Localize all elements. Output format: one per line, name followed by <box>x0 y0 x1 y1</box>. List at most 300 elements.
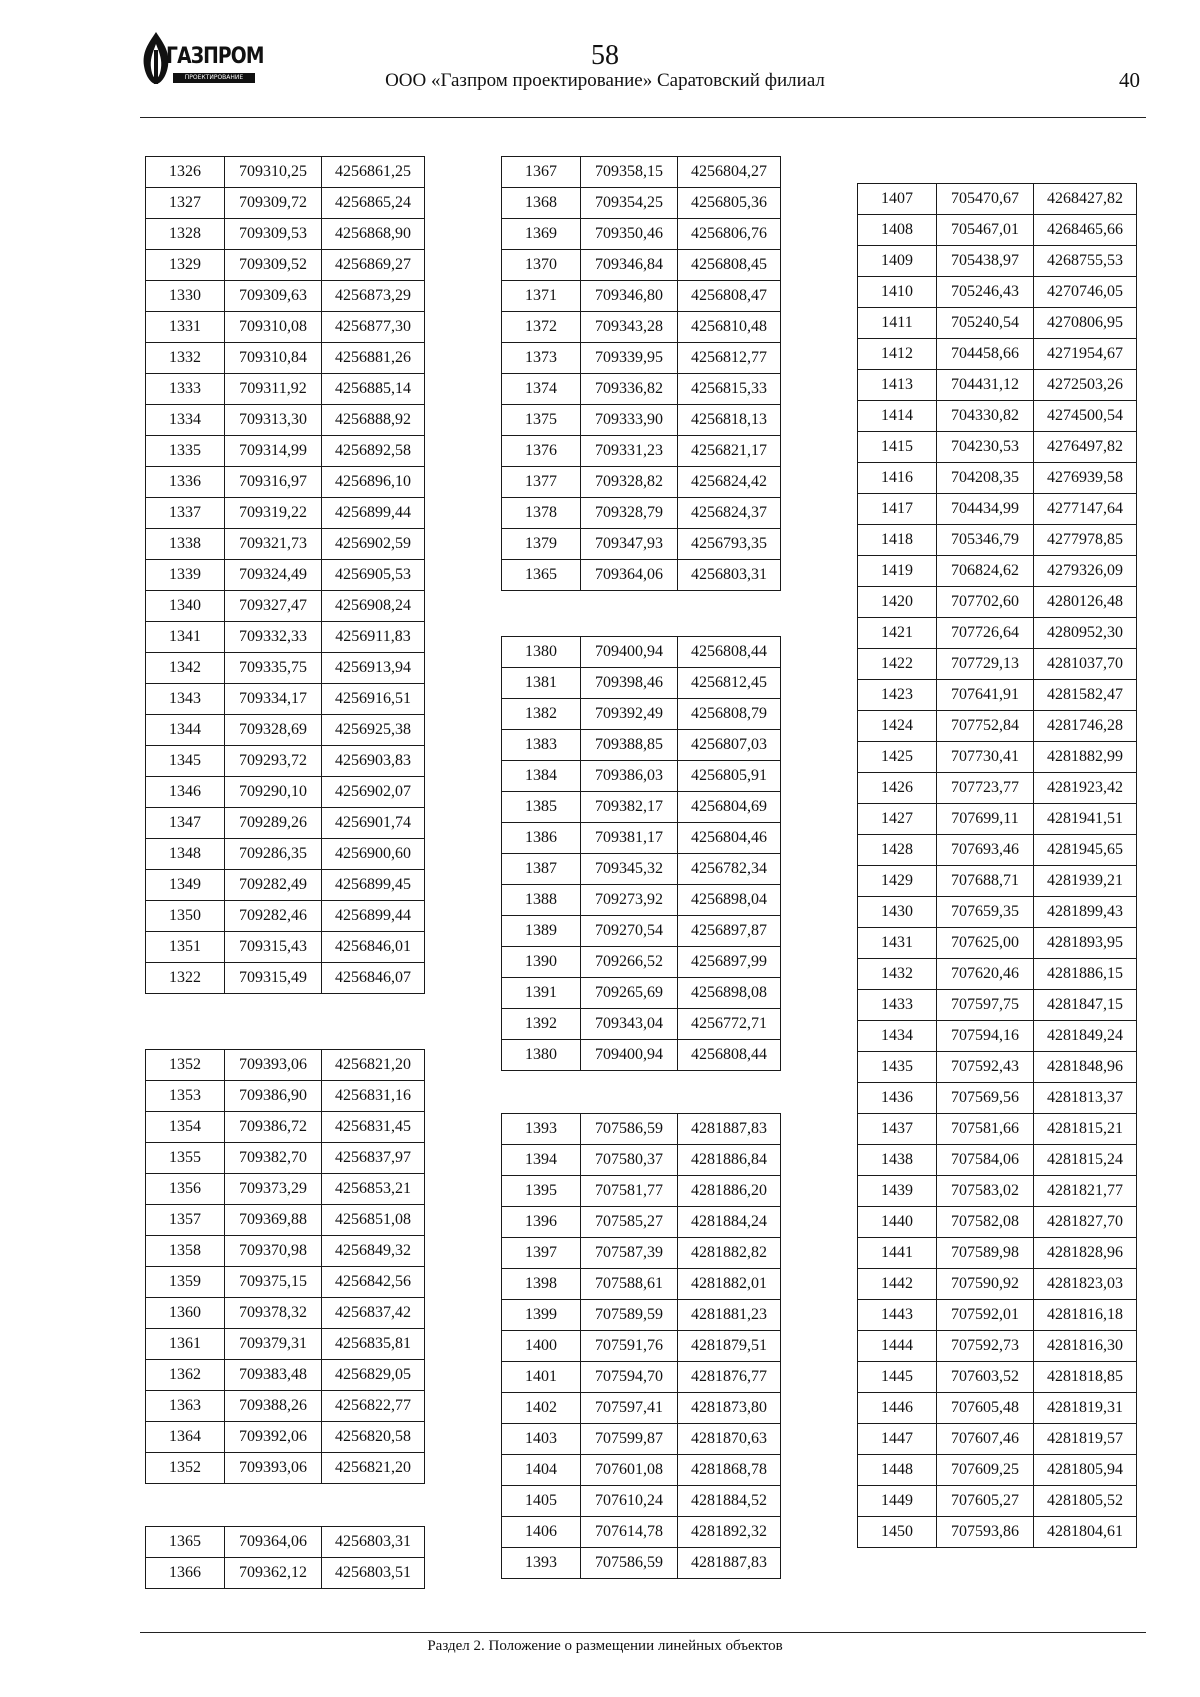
y-coordinate-cell: 4281941,51 <box>1034 804 1137 835</box>
y-coordinate-cell: 4256812,45 <box>678 668 781 699</box>
point-number-cell: 1375 <box>502 405 581 436</box>
x-coordinate-cell: 709383,48 <box>225 1360 322 1391</box>
y-coordinate-cell: 4281847,15 <box>1034 990 1137 1021</box>
x-coordinate-cell: 707693,46 <box>937 835 1034 866</box>
point-number-cell: 1432 <box>858 959 937 990</box>
x-coordinate-cell: 709393,06 <box>225 1453 322 1484</box>
y-coordinate-cell: 4256885,14 <box>322 374 425 405</box>
table-row <box>858 649 1137 680</box>
table-row <box>502 188 781 219</box>
table-row <box>502 947 781 978</box>
point-number-cell: 1365 <box>146 1527 225 1558</box>
x-coordinate-cell: 709343,28 <box>581 312 678 343</box>
organization-title: ООО «Газпром проектирование» Саратовский филиал <box>385 70 825 91</box>
table-row <box>858 928 1137 959</box>
table-row <box>502 1393 781 1424</box>
point-number-cell: 1371 <box>502 281 581 312</box>
point-number-cell: 1425 <box>858 742 937 773</box>
y-coordinate-cell: 4256892,58 <box>322 436 425 467</box>
y-coordinate-cell: 4256829,05 <box>322 1360 425 1391</box>
point-number-cell: 1399 <box>502 1300 581 1331</box>
point-number-cell: 1409 <box>858 246 937 277</box>
x-coordinate-cell: 709362,12 <box>225 1558 322 1589</box>
table-row <box>502 250 781 281</box>
table-row <box>502 978 781 1009</box>
point-number-cell: 1330 <box>146 281 225 312</box>
x-coordinate-cell: 709311,92 <box>225 374 322 405</box>
point-number-cell: 1370 <box>502 250 581 281</box>
y-coordinate-cell: 4281821,77 <box>1034 1176 1137 1207</box>
x-coordinate-cell: 709381,17 <box>581 823 678 854</box>
y-coordinate-cell: 4281884,52 <box>678 1486 781 1517</box>
table-row <box>502 761 781 792</box>
table-row <box>858 432 1137 463</box>
point-number-cell: 1381 <box>502 668 581 699</box>
y-coordinate-cell: 4272503,26 <box>1034 370 1137 401</box>
table-row <box>858 1300 1137 1331</box>
x-coordinate-cell: 709328,79 <box>581 498 678 529</box>
table-row <box>146 1329 425 1360</box>
x-coordinate-cell: 707699,11 <box>937 804 1034 835</box>
y-coordinate-cell: 4281876,77 <box>678 1362 781 1393</box>
y-coordinate-cell: 4256861,25 <box>322 157 425 188</box>
table-row <box>858 277 1137 308</box>
table-row <box>502 529 781 560</box>
y-coordinate-cell: 4256821,20 <box>322 1453 425 1484</box>
point-number-cell: 1377 <box>502 467 581 498</box>
y-coordinate-cell: 4256820,58 <box>322 1422 425 1453</box>
x-coordinate-cell: 709400,94 <box>581 637 678 668</box>
table-row <box>146 498 425 529</box>
point-number-cell: 1424 <box>858 711 937 742</box>
x-coordinate-cell: 707605,27 <box>937 1486 1034 1517</box>
table-row <box>502 405 781 436</box>
y-coordinate-cell: 4256899,44 <box>322 498 425 529</box>
y-coordinate-cell: 4256846,07 <box>322 963 425 994</box>
point-number-cell: 1383 <box>502 730 581 761</box>
x-coordinate-cell: 707610,24 <box>581 1486 678 1517</box>
y-coordinate-cell: 4256808,47 <box>678 281 781 312</box>
logo-sub-text: ПРОЕКТИРОВАНИЕ <box>173 73 255 83</box>
y-coordinate-cell: 4281804,61 <box>1034 1517 1137 1548</box>
y-coordinate-cell: 4256913,94 <box>322 653 425 684</box>
x-coordinate-cell: 705246,43 <box>937 277 1034 308</box>
x-coordinate-cell: 707702,60 <box>937 587 1034 618</box>
table-row <box>502 1114 781 1145</box>
table-row <box>502 1145 781 1176</box>
point-number-cell: 1426 <box>858 773 937 804</box>
x-coordinate-cell: 709398,46 <box>581 668 678 699</box>
table-row <box>502 1331 781 1362</box>
point-number-cell: 1335 <box>146 436 225 467</box>
y-coordinate-cell: 4256925,38 <box>322 715 425 746</box>
y-coordinate-cell: 4256851,08 <box>322 1205 425 1236</box>
x-coordinate-cell: 709388,26 <box>225 1391 322 1422</box>
y-coordinate-cell: 4281848,96 <box>1034 1052 1137 1083</box>
point-number-cell: 1333 <box>146 374 225 405</box>
point-number-cell: 1418 <box>858 525 937 556</box>
table-row <box>858 556 1137 587</box>
point-number-cell: 1353 <box>146 1081 225 1112</box>
x-coordinate-cell: 709266,52 <box>581 947 678 978</box>
point-number-cell: 1410 <box>858 277 937 308</box>
y-coordinate-cell: 4281746,28 <box>1034 711 1137 742</box>
y-coordinate-cell: 4256810,48 <box>678 312 781 343</box>
x-coordinate-cell: 709282,49 <box>225 870 322 901</box>
y-coordinate-cell: 4281868,78 <box>678 1455 781 1486</box>
x-coordinate-cell: 707620,46 <box>937 959 1034 990</box>
table-row <box>146 1205 425 1236</box>
x-coordinate-cell: 709324,49 <box>225 560 322 591</box>
x-coordinate-cell: 709358,15 <box>581 157 678 188</box>
table-row <box>146 1050 425 1081</box>
table-row <box>502 699 781 730</box>
table-row <box>858 1362 1137 1393</box>
point-number-cell: 1404 <box>502 1455 581 1486</box>
table-row <box>146 1081 425 1112</box>
x-coordinate-cell: 707588,61 <box>581 1269 678 1300</box>
y-coordinate-cell: 4256808,45 <box>678 250 781 281</box>
y-coordinate-cell: 4256869,27 <box>322 250 425 281</box>
y-coordinate-cell: 4276497,82 <box>1034 432 1137 463</box>
x-coordinate-cell: 709400,94 <box>581 1040 678 1071</box>
y-coordinate-cell: 4281879,51 <box>678 1331 781 1362</box>
y-coordinate-cell: 4256853,21 <box>322 1174 425 1205</box>
y-coordinate-cell: 4281870,63 <box>678 1424 781 1455</box>
x-coordinate-cell: 709310,25 <box>225 157 322 188</box>
point-number-cell: 1433 <box>858 990 937 1021</box>
x-coordinate-cell: 707614,78 <box>581 1517 678 1548</box>
x-coordinate-cell: 707730,41 <box>937 742 1034 773</box>
table-row <box>502 281 781 312</box>
table-row <box>146 560 425 591</box>
x-coordinate-cell: 707584,06 <box>937 1145 1034 1176</box>
y-coordinate-cell: 4256782,34 <box>678 854 781 885</box>
x-coordinate-cell: 707586,59 <box>581 1548 678 1579</box>
table-row <box>858 215 1137 246</box>
point-number-cell: 1434 <box>858 1021 937 1052</box>
table-row <box>502 1486 781 1517</box>
x-coordinate-cell: 709286,35 <box>225 839 322 870</box>
y-coordinate-cell: 4281805,52 <box>1034 1486 1137 1517</box>
table-row <box>146 1360 425 1391</box>
point-number-cell: 1366 <box>146 1558 225 1589</box>
y-coordinate-cell: 4256804,46 <box>678 823 781 854</box>
coordinates-table <box>145 1526 425 1589</box>
point-number-cell: 1439 <box>858 1176 937 1207</box>
y-coordinate-cell: 4281886,84 <box>678 1145 781 1176</box>
x-coordinate-cell: 707589,59 <box>581 1300 678 1331</box>
table-row <box>858 618 1137 649</box>
y-coordinate-cell: 4256807,03 <box>678 730 781 761</box>
x-coordinate-cell: 707607,46 <box>937 1424 1034 1455</box>
point-number-cell: 1378 <box>502 498 581 529</box>
x-coordinate-cell: 704208,35 <box>937 463 1034 494</box>
point-number-cell: 1450 <box>858 1517 937 1548</box>
y-coordinate-cell: 4281815,21 <box>1034 1114 1137 1145</box>
x-coordinate-cell: 709321,73 <box>225 529 322 560</box>
footer-text: Раздел 2. Положение о размещении линейных объектов <box>427 1638 783 1654</box>
y-coordinate-cell: 4256908,24 <box>322 591 425 622</box>
point-number-cell: 1332 <box>146 343 225 374</box>
logo-brand-text: ГАЗПРОМ <box>166 44 264 69</box>
table-row <box>858 742 1137 773</box>
table-row <box>502 854 781 885</box>
table-row <box>146 343 425 374</box>
y-coordinate-cell: 4281945,65 <box>1034 835 1137 866</box>
x-coordinate-cell: 709354,25 <box>581 188 678 219</box>
point-number-cell: 1428 <box>858 835 937 866</box>
x-coordinate-cell: 709315,43 <box>225 932 322 963</box>
table-row <box>858 711 1137 742</box>
coordinates-table <box>145 1049 425 1484</box>
table-row <box>146 1453 425 1484</box>
y-coordinate-cell: 4281827,70 <box>1034 1207 1137 1238</box>
x-coordinate-cell: 709339,95 <box>581 343 678 374</box>
point-number-cell: 1436 <box>858 1083 937 1114</box>
coordinates-table <box>857 183 1137 1548</box>
table-row <box>502 312 781 343</box>
table-row <box>858 835 1137 866</box>
table-row <box>858 1021 1137 1052</box>
point-number-cell: 1398 <box>502 1269 581 1300</box>
table-row <box>858 1331 1137 1362</box>
table-row <box>502 1238 781 1269</box>
y-coordinate-cell: 4281884,24 <box>678 1207 781 1238</box>
y-coordinate-cell: 4256846,01 <box>322 932 425 963</box>
table-row <box>146 870 425 901</box>
table-row <box>146 312 425 343</box>
point-number-cell: 1393 <box>502 1548 581 1579</box>
table-row <box>502 730 781 761</box>
x-coordinate-cell: 709316,97 <box>225 467 322 498</box>
point-number-cell: 1407 <box>858 184 937 215</box>
y-coordinate-cell: 4277147,64 <box>1034 494 1137 525</box>
table-row <box>146 1422 425 1453</box>
point-number-cell: 1392 <box>502 1009 581 1040</box>
y-coordinate-cell: 4281816,30 <box>1034 1331 1137 1362</box>
point-number-cell: 1412 <box>858 339 937 370</box>
point-number-cell: 1339 <box>146 560 225 591</box>
table-row <box>858 1145 1137 1176</box>
point-number-cell: 1349 <box>146 870 225 901</box>
point-number-cell: 1342 <box>146 653 225 684</box>
point-number-cell: 1380 <box>502 1040 581 1071</box>
x-coordinate-cell: 706824,62 <box>937 556 1034 587</box>
x-coordinate-cell: 707591,76 <box>581 1331 678 1362</box>
point-number-cell: 1348 <box>146 839 225 870</box>
point-number-cell: 1368 <box>502 188 581 219</box>
y-coordinate-cell: 4281893,95 <box>1034 928 1137 959</box>
point-number-cell: 1338 <box>146 529 225 560</box>
point-number-cell: 1329 <box>146 250 225 281</box>
x-coordinate-cell: 705467,01 <box>937 215 1034 246</box>
point-number-cell: 1445 <box>858 1362 937 1393</box>
table-row <box>858 1238 1137 1269</box>
y-coordinate-cell: 4271954,67 <box>1034 339 1137 370</box>
point-number-cell: 1397 <box>502 1238 581 1269</box>
y-coordinate-cell: 4256772,71 <box>678 1009 781 1040</box>
table-row <box>146 622 425 653</box>
point-number-cell: 1384 <box>502 761 581 792</box>
y-coordinate-cell: 4281899,43 <box>1034 897 1137 928</box>
table-row <box>146 1391 425 1422</box>
x-coordinate-cell: 704431,12 <box>937 370 1034 401</box>
x-coordinate-cell: 709346,80 <box>581 281 678 312</box>
point-number-cell: 1415 <box>858 432 937 463</box>
table-row <box>146 591 425 622</box>
table-row <box>502 1362 781 1393</box>
x-coordinate-cell: 709309,63 <box>225 281 322 312</box>
table-row <box>146 436 425 467</box>
y-coordinate-cell: 4281828,96 <box>1034 1238 1137 1269</box>
y-coordinate-cell: 4281886,20 <box>678 1176 781 1207</box>
x-coordinate-cell: 709350,46 <box>581 219 678 250</box>
y-coordinate-cell: 4281939,21 <box>1034 866 1137 897</box>
x-coordinate-cell: 709386,03 <box>581 761 678 792</box>
x-coordinate-cell: 709270,54 <box>581 916 678 947</box>
x-coordinate-cell: 707589,98 <box>937 1238 1034 1269</box>
y-coordinate-cell: 4256805,36 <box>678 188 781 219</box>
table-row <box>502 374 781 405</box>
y-coordinate-cell: 4280126,48 <box>1034 587 1137 618</box>
y-coordinate-cell: 4256821,20 <box>322 1050 425 1081</box>
table-row <box>146 405 425 436</box>
point-number-cell: 1363 <box>146 1391 225 1422</box>
table-row <box>502 1009 781 1040</box>
y-coordinate-cell: 4256822,77 <box>322 1391 425 1422</box>
table-row <box>502 1176 781 1207</box>
y-coordinate-cell: 4256849,32 <box>322 1236 425 1267</box>
point-number-cell: 1351 <box>146 932 225 963</box>
point-number-cell: 1386 <box>502 823 581 854</box>
point-number-cell: 1373 <box>502 343 581 374</box>
point-number-cell: 1421 <box>858 618 937 649</box>
x-coordinate-cell: 707723,77 <box>937 773 1034 804</box>
point-number-cell: 1355 <box>146 1143 225 1174</box>
x-coordinate-cell: 709265,69 <box>581 978 678 1009</box>
y-coordinate-cell: 4274500,54 <box>1034 401 1137 432</box>
x-coordinate-cell: 704458,66 <box>937 339 1034 370</box>
y-coordinate-cell: 4256815,33 <box>678 374 781 405</box>
x-coordinate-cell: 707601,08 <box>581 1455 678 1486</box>
y-coordinate-cell: 4281582,47 <box>1034 680 1137 711</box>
x-coordinate-cell: 709309,72 <box>225 188 322 219</box>
table-row <box>858 246 1137 277</box>
y-coordinate-cell: 4256837,42 <box>322 1298 425 1329</box>
x-coordinate-cell: 709386,72 <box>225 1112 322 1143</box>
x-coordinate-cell: 709282,46 <box>225 901 322 932</box>
point-number-cell: 1365 <box>502 560 581 591</box>
x-coordinate-cell: 709273,92 <box>581 885 678 916</box>
table-row <box>146 467 425 498</box>
x-coordinate-cell: 709328,82 <box>581 467 678 498</box>
point-number-cell: 1406 <box>502 1517 581 1548</box>
table-row <box>146 932 425 963</box>
table-row <box>502 343 781 374</box>
point-number-cell: 1448 <box>858 1455 937 1486</box>
point-number-cell: 1408 <box>858 215 937 246</box>
table-row <box>502 436 781 467</box>
point-number-cell: 1367 <box>502 157 581 188</box>
y-coordinate-cell: 4281805,94 <box>1034 1455 1137 1486</box>
table-row <box>858 587 1137 618</box>
table-row <box>858 1393 1137 1424</box>
x-coordinate-cell: 705240,54 <box>937 308 1034 339</box>
y-coordinate-cell: 4256898,04 <box>678 885 781 916</box>
y-coordinate-cell: 4256793,35 <box>678 529 781 560</box>
x-coordinate-cell: 707659,35 <box>937 897 1034 928</box>
table-row <box>858 463 1137 494</box>
point-number-cell: 1379 <box>502 529 581 560</box>
point-number-cell: 1345 <box>146 746 225 777</box>
header-divider <box>140 117 1146 118</box>
x-coordinate-cell: 707599,87 <box>581 1424 678 1455</box>
table-row <box>146 250 425 281</box>
footer-divider <box>140 1632 1146 1633</box>
y-coordinate-cell: 4281887,83 <box>678 1114 781 1145</box>
y-coordinate-cell: 4256835,81 <box>322 1329 425 1360</box>
point-number-cell: 1437 <box>858 1114 937 1145</box>
table-row <box>858 308 1137 339</box>
point-number-cell: 1413 <box>858 370 937 401</box>
y-coordinate-cell: 4256821,17 <box>678 436 781 467</box>
x-coordinate-cell: 707580,37 <box>581 1145 678 1176</box>
point-number-cell: 1350 <box>146 901 225 932</box>
x-coordinate-cell: 707597,75 <box>937 990 1034 1021</box>
table-row <box>858 773 1137 804</box>
y-coordinate-cell: 4281819,31 <box>1034 1393 1137 1424</box>
table-row <box>146 157 425 188</box>
table-row <box>146 374 425 405</box>
x-coordinate-cell: 707641,91 <box>937 680 1034 711</box>
x-coordinate-cell: 709331,23 <box>581 436 678 467</box>
point-number-cell: 1374 <box>502 374 581 405</box>
table-row <box>858 184 1137 215</box>
table-row <box>146 746 425 777</box>
y-coordinate-cell: 4256806,76 <box>678 219 781 250</box>
point-number-cell: 1441 <box>858 1238 937 1269</box>
x-coordinate-cell: 709347,93 <box>581 529 678 560</box>
y-coordinate-cell: 4256808,44 <box>678 1040 781 1071</box>
y-coordinate-cell: 4256808,44 <box>678 637 781 668</box>
x-coordinate-cell: 709386,90 <box>225 1081 322 1112</box>
x-coordinate-cell: 707581,66 <box>937 1114 1034 1145</box>
x-coordinate-cell: 707587,39 <box>581 1238 678 1269</box>
table-row <box>858 866 1137 897</box>
y-coordinate-cell: 4281818,85 <box>1034 1362 1137 1393</box>
point-number-cell: 1347 <box>146 808 225 839</box>
table-row <box>502 637 781 668</box>
table-row <box>502 792 781 823</box>
point-number-cell: 1440 <box>858 1207 937 1238</box>
y-coordinate-cell: 4268465,66 <box>1034 215 1137 246</box>
x-coordinate-cell: 707594,16 <box>937 1021 1034 1052</box>
x-coordinate-cell: 707569,56 <box>937 1083 1034 1114</box>
coordinates-table <box>501 156 781 591</box>
y-coordinate-cell: 4281823,03 <box>1034 1269 1137 1300</box>
table-row <box>858 525 1137 556</box>
x-coordinate-cell: 709335,75 <box>225 653 322 684</box>
coordinates-table <box>501 1113 781 1579</box>
point-number-cell: 1326 <box>146 157 225 188</box>
x-coordinate-cell: 707597,41 <box>581 1393 678 1424</box>
x-coordinate-cell: 709343,04 <box>581 1009 678 1040</box>
table-row <box>502 1455 781 1486</box>
table-row <box>146 1298 425 1329</box>
table-row <box>858 339 1137 370</box>
table-row <box>146 1267 425 1298</box>
